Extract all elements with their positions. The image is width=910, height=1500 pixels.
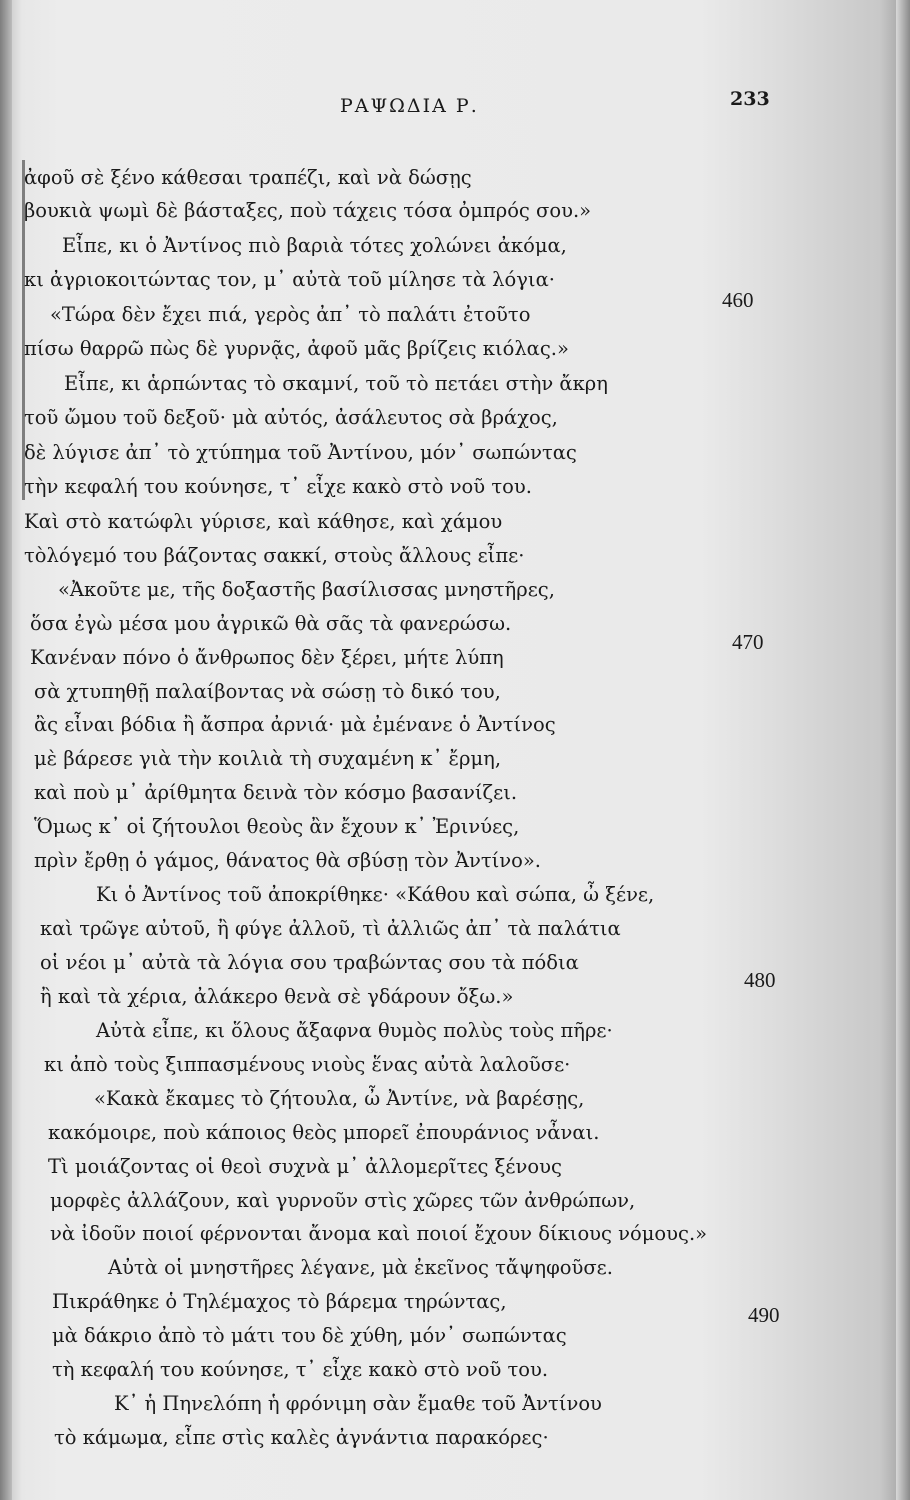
verse-number: 490 (748, 1303, 780, 1327)
running-header: ΡΑΨΩΔΙΑ Ρ. (340, 95, 479, 117)
verse-line: Εἶπε, κι ἁρπώντας τὸ σκαμνί, τοῦ τὸ πετάει στὴν ἄκρη (64, 372, 608, 395)
verse-line: «Τώρα δὲν ἔχει πιά, γερὸς ἀπ᾽ τὸ παλάτι ἐτοῦτο (50, 303, 531, 326)
verse-number: 480 (744, 968, 776, 992)
verse-line: κι ἀπὸ τοὺς ξιππασμένους νιοὺς ἕνας αὐτὰ λαλοῦσε· (44, 1053, 571, 1076)
verse-line: πίσω θαρρῶ πὼς δὲ γυρνᾷς, ἀφοῦ μᾶς βρίζεις κιόλας.» (24, 337, 569, 360)
verse-line: μὰ δάκριο ἀπὸ τὸ μάτι του δὲ χύθη, μόν᾽ σωπώντας (52, 1324, 567, 1347)
verse-line: σὰ χτυπηθῇ παλαίβοντας νὰ σώσῃ τὸ δικό του, (34, 680, 501, 703)
verse-line: Εἶπε, κι ὁ Ἀντίνος πιὸ βαριὰ τότες χολώνει ἀκόμα, (62, 234, 567, 257)
verse-line: «Κακὰ ἔκαμες τὸ ζήτουλα, ὦ Ἀντίνε, νὰ βαρέσῃς, (94, 1087, 585, 1110)
page-spine-shadow (0, 0, 12, 1500)
verse-line: καὶ ποὺ μ᾽ ἀρίθμητα δεινὰ τὸν κόσμο βασανίζει. (34, 781, 518, 804)
page-edge-shadow (896, 0, 910, 1500)
page-number: 233 (730, 88, 770, 110)
verse-number: 470 (732, 630, 764, 654)
verse-line: τὴ κεφαλή του κούνησε, τ᾽ εἶχε κακὸ στὸ νοῦ του. (52, 1358, 549, 1381)
verse-line: οἱ νέοι μ᾽ αὐτὰ τὰ λόγια σου τραβώντας σου τὰ πόδια (40, 951, 579, 974)
verse-line: Κι ὁ Ἀντίνος τοῦ ἀποκρίθηκε· «Κάθου καὶ σώπα, ὦ ξένε, (96, 883, 655, 906)
verse-line: Αὐτὰ εἶπε, κι ὅλους ἄξαφνα θυμὸς πολὺς τοὺς πῆρε· (96, 1019, 613, 1042)
verse-line: Αὐτὰ οἱ μνηστῆρες λέγανε, μὰ ἐκεῖνος τἄψηφοῦσε. (108, 1256, 613, 1279)
verse-line: βουκιὰ ψωμὶ δὲ βάσταξες, ποὺ τάχεις τόσα ὀμπρός σου.» (24, 199, 592, 222)
verse-line: Ὅμως κ᾽ οἱ ζήτουλοι θεοὺς ἂν ἔχουν κ᾽ Ἐρινύες, (34, 815, 520, 838)
verse-line: ἀφοῦ σὲ ξένο κάθεσαι τραπέζι, καὶ νὰ δώσῃς (24, 166, 472, 189)
verse-line: τοῦ ὤμου τοῦ δεξοῦ· μὰ αὐτός, ἀσάλευτος σὰ βράχος, (24, 406, 558, 429)
verse-line: ἂς εἶναι βόδια ἢ ἄσπρα ἀρνιά· μὰ ἐμένανε ὁ Ἀντίνος (34, 713, 556, 736)
verse-line: δὲ λύγισε ἀπ᾽ τὸ χτύπημα τοῦ Ἀντίνου, μόν᾽ σωπώντας (24, 441, 577, 464)
verse-line: μορφὲς ἀλλάζουν, καὶ γυρνοῦν στὶς χῶρες τῶν ἀνθρώπων, (50, 1189, 636, 1212)
verse-line: νὰ ἰδοῦν ποιοί φέρνονται ἄνομα καὶ ποιοί ἔχουν δίκιους νόμους.» (50, 1222, 708, 1245)
verse-line: Τὶ μοιάζοντας οἱ θεοὶ συχνὰ μ᾽ ἀλλομερῖτες ξένους (48, 1155, 562, 1178)
verse-line: κακόμοιρε, ποὺ κάποιος θεὸς μπορεῖ ἐπουράνιος νἆναι. (48, 1121, 600, 1144)
verse-line: ἢ καὶ τὰ χέρια, ἀλάκερο θενὰ σὲ γδάρουν ὄξω.» (40, 985, 514, 1008)
verse-line: μὲ βάρεσε γιὰ τὴν κοιλιὰ τὴ συχαμένη κ᾽ ἔρμη, (34, 747, 502, 770)
verse-line: Κανέναν πόνο ὁ ἄνθρωπος δὲν ξέρει, μήτε λύπη (30, 646, 504, 669)
verse-line: τὸλόγεμό του βάζοντας σακκί, στοὺς ἄλλους εἶπε· (24, 544, 525, 567)
verse-line: καὶ τρῶγε αὐτοῦ, ἢ φύγε ἀλλοῦ, τὶ ἀλλιῶς ἀπ᾽ τὰ παλάτια (40, 917, 621, 940)
verse-line: κι ἀγριοκοιτώντας τον, μ᾽ αὐτὰ τοῦ μίλησε τὰ λόγια· (24, 268, 555, 291)
verse-line: πρὶν ἔρθῃ ὁ γάμος, θάνατος θὰ σβύσῃ τὸν Ἀντίνο». (34, 849, 542, 872)
verse-number: 460 (722, 288, 754, 312)
verse-line: τὸ κάμωμα, εἶπε στὶς καλὲς ἀγνάντια παρακόρες· (54, 1426, 549, 1449)
verse-line: τὴν κεφαλή του κούνησε, τ᾽ εἶχε κακὸ στὸ νοῦ του. (24, 475, 532, 498)
verse-line: Κ᾽ ἡ Πηνελόπη ἡ φρόνιμη σὰν ἔμαθε τοῦ Ἀντίνου (114, 1392, 602, 1415)
verse-line: Πικράθηκε ὁ Τηλέμαχος τὸ βάρεμα τηρώντας, (52, 1290, 507, 1313)
verse-line: Καὶ στὸ κατώφλι γύρισε, καὶ κάθησε, καὶ χάμου (24, 510, 503, 533)
verse-line: «Ἀκοῦτε με, τῆς δοξαστῆς βασίλισσας μνηστῆρες, (58, 578, 555, 601)
verse-line: ὅσα ἐγὼ μέσα μου ἀγρικῶ θὰ σᾶς τὰ φανερώσω. (30, 612, 512, 635)
